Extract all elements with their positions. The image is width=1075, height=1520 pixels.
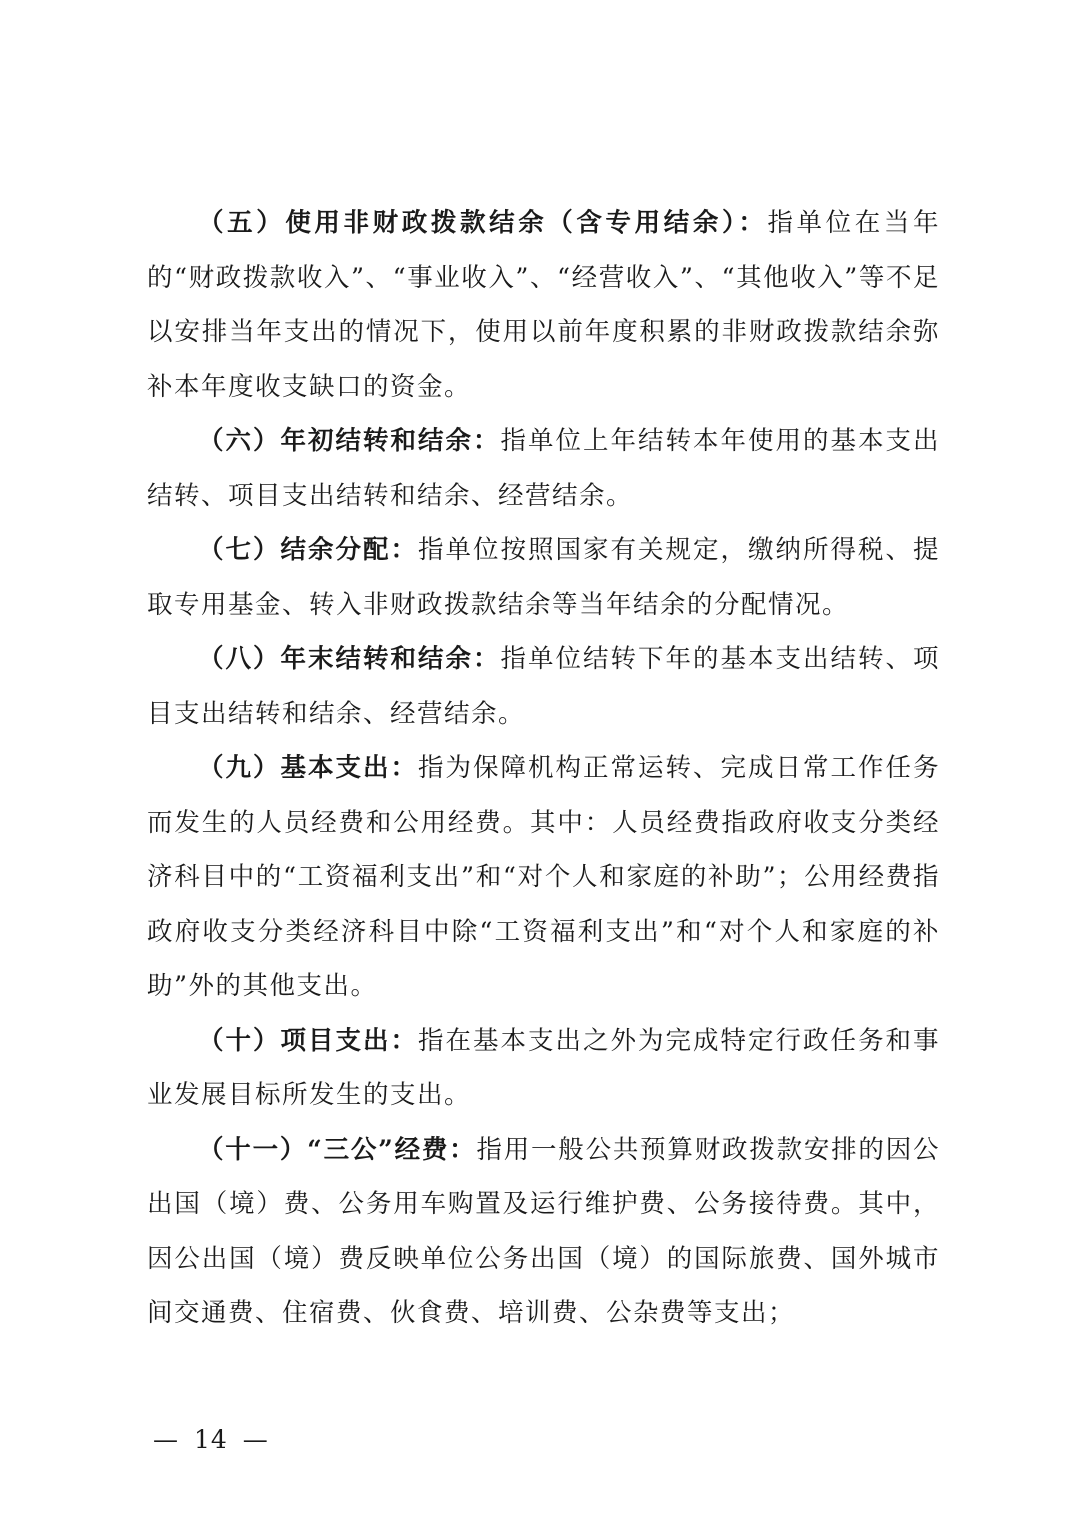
page-number-footer [147, 1424, 275, 1456]
footer-dash-left: — [153, 1425, 179, 1454]
paragraph-body: 指单位在当年的“财政拨款收入”、“事业收入”、“经营收入”、“其他收入”等不足以安排当年支出的情况下，使用以前年度积累的非财政拨款结余弥补本年度收支缺口的资金。 [147, 208, 940, 402]
paragraph-8 [147, 632, 940, 741]
page-body [147, 196, 940, 1341]
paragraph-term: （九）基本支出： [198, 753, 418, 783]
paragraph-body: 指用一般公共预算财政拨款安排的因公出国（境）费、公务用车购置及运行维护费、公务接待费。其中，因公出国（境）费反映单位公务出国（境）的国际旅费、国外城市间交通费、住宿费、伙食费、培训费、公杂费等支出； [147, 1134, 940, 1328]
paragraph-11 [147, 1123, 940, 1341]
paragraph-6 [147, 414, 940, 523]
page-number: 14 [193, 1425, 228, 1454]
paragraph-10 [147, 1014, 940, 1123]
paragraph-term: （十一）“三公”经费： [198, 1134, 477, 1165]
paragraph-body: 指为保障机构正常运转、完成日常工作任务而发生的人员经费和公用经费。其中：人员经费指政府收支分类经济科目中的“工资福利支出”和“对个人和家庭的补助”；公用经费指政府收支分类经济科目中除“工资福利支出”和“对个人和家庭的补助”外的其他支出。 [147, 753, 940, 1001]
paragraph-body: 指单位结转下年的基本支出结转、项目支出结转和结余、经营结余。 [147, 644, 940, 729]
paragraph-body: 指单位按照国家有关规定，缴纳所得税、提取专用基金、转入非财政拨款结余等当年结余的分配情况。 [147, 535, 940, 620]
paragraph-term: （五）使用非财政拨款结余（含专用结余）： [198, 208, 768, 238]
paragraph-5 [147, 196, 940, 414]
paragraph-term: （八）年末结转和结余： [198, 644, 501, 674]
paragraph-term: （十）项目支出： [198, 1025, 418, 1056]
paragraph-body: 指单位上年结转本年使用的基本支出结转、项目支出结转和结余、经营结余。 [147, 426, 940, 511]
paragraph-9 [147, 741, 940, 1014]
paragraph-term: （六）年初结转和结余： [198, 426, 501, 456]
paragraph-term: （七）结余分配： [198, 535, 418, 565]
paragraph-7 [147, 523, 940, 632]
paragraph-body: 指在基本支出之外为完成特定行政任务和事业发展目标所发生的支出。 [147, 1025, 940, 1110]
footer-dash-right: — [242, 1425, 269, 1454]
